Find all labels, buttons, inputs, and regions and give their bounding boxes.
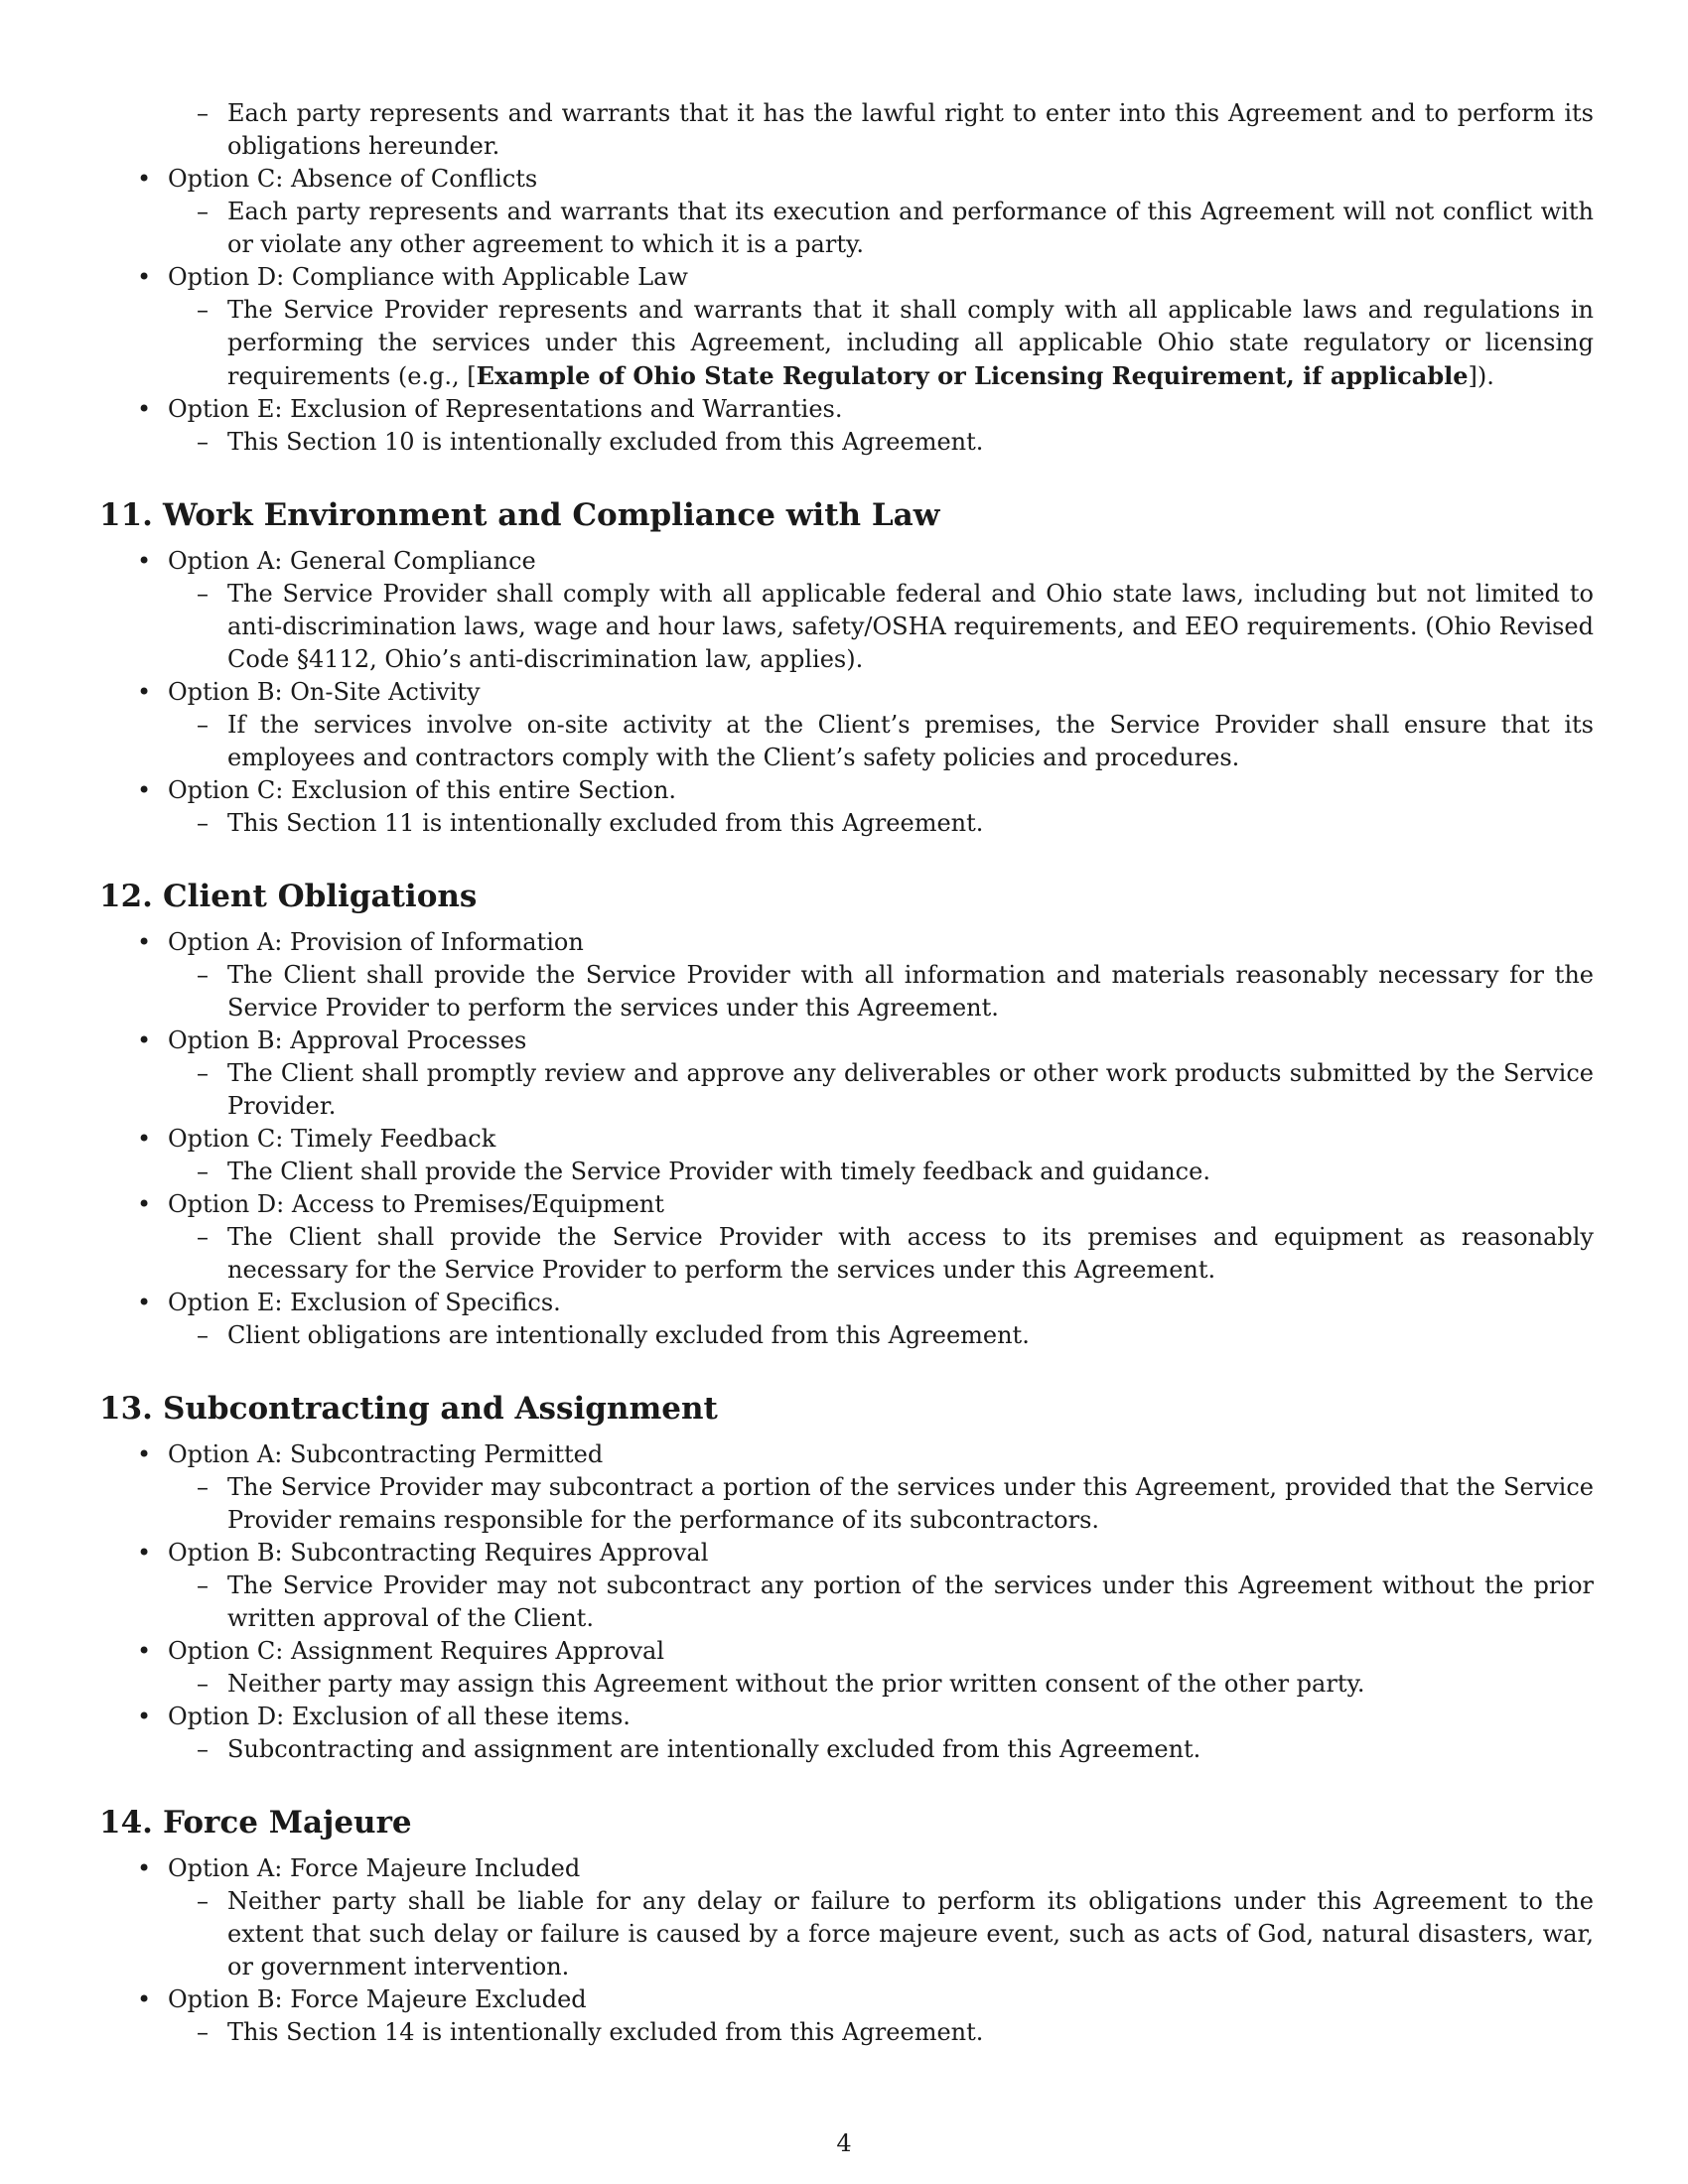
section-number: 14.: [99, 1805, 153, 1841]
option-item: [99, 1537, 1594, 1635]
option-item: [99, 1123, 1594, 1188]
bullet-marker: •: [137, 1703, 152, 1730]
continued-option-list: [99, 163, 1594, 459]
option-item: [99, 774, 1594, 840]
sub-text: The Service Provider may subcontract a portion of the services under this Agreement, provided that the Service Provider remains responsible for the performance of its subcontractors.: [227, 1473, 1594, 1534]
section-heading: [99, 1803, 1594, 1843]
sub-text-a: The Service Provider represents and warrants that it shall comply with all applicable laws and regulations in performing the services under this Agreement, including all applicable Ohio state regulatory or licensing requirements (e.g., [: [227, 296, 1594, 390]
sub-text: The Client shall provide the Service Provider with access to its premises and equipment as reasonably necessary for the Service Provider to perform the services under this Agreement.: [227, 1223, 1594, 1284]
option-item: [99, 1701, 1594, 1766]
continued-sub-list: [99, 97, 1594, 163]
sub-item: [99, 1668, 1594, 1701]
bullet-marker: •: [137, 1125, 152, 1153]
sub-item: [99, 1733, 1594, 1766]
bullet-marker: •: [137, 1289, 152, 1316]
option-label: Option C: Absence of Conflicts: [168, 165, 538, 193]
option-label: Option D: Compliance with Applicable Law: [168, 263, 688, 291]
sub-text: The Service Provider shall comply with all applicable federal and Ohio state laws, including but not limited to anti-discrimination laws, wage and hour laws, safety/OSHA requirements, and EEO requirements. (Ohio Revised Code §4112, Ohio’s anti-discrimination law, applies).: [227, 580, 1594, 673]
sub-text-b: ]).: [1468, 362, 1494, 390]
sub-text: This Section 14 is intentionally excluded from this Agreement.: [227, 2018, 984, 2046]
sub-item: [99, 709, 1594, 774]
sub-item: [99, 426, 1594, 459]
dash-marker: –: [197, 809, 209, 837]
sub-item: [99, 1570, 1594, 1635]
option-list: [99, 545, 1594, 840]
sub-item: [99, 2016, 1594, 2049]
sub-text: The Service Provider may not subcontract any portion of the services under this Agreement without the prior written approval of the Client.: [227, 1571, 1594, 1632]
bullet-marker: •: [137, 1539, 152, 1567]
dash-marker: –: [197, 1059, 209, 1087]
sub-item: [99, 196, 1594, 261]
dash-marker: –: [197, 99, 209, 127]
option-label: Option D: Exclusion of all these items.: [168, 1703, 631, 1730]
option-label: Option A: Provision of Information: [168, 928, 584, 956]
option-label: Option C: Exclusion of this entire Section.: [168, 776, 677, 804]
option-list: [99, 1438, 1594, 1766]
sub-item: [99, 578, 1594, 676]
option-label: Option A: Force Majeure Included: [168, 1854, 581, 1882]
bullet-marker: •: [137, 1440, 152, 1468]
section-heading: [99, 877, 1594, 916]
dash-marker: –: [197, 580, 209, 608]
bullet-marker: •: [137, 395, 152, 423]
option-item: [99, 163, 1594, 261]
option-item: [99, 926, 1594, 1024]
sub-text: Subcontracting and assignment are intentionally excluded from this Agreement.: [227, 1735, 1201, 1763]
sub-text: If the services involve on-site activity at the Client’s premises, the Service Provider shall ensure that its employees and contractors comply with the Client’s safety policies and procedures.: [227, 711, 1594, 771]
page-content: [99, 97, 1594, 2049]
bullet-marker: •: [137, 547, 152, 575]
option-item: [99, 1438, 1594, 1537]
option-item: [99, 393, 1594, 459]
option-item: [99, 1287, 1594, 1352]
sub-item: [99, 1885, 1594, 1983]
dash-marker: –: [197, 1670, 209, 1698]
option-item: [99, 1188, 1594, 1287]
section-heading: [99, 495, 1594, 535]
sub-text: The Client shall provide the Service Provider with all information and materials reasonably necessary for the Service Provider to perform the services under this Agreement.: [227, 961, 1594, 1022]
sub-text: This Section 11 is intentionally excluded from this Agreement.: [227, 809, 984, 837]
option-label: Option B: Approval Processes: [168, 1026, 527, 1054]
section-number: 11.: [99, 497, 153, 533]
sub-item: [99, 807, 1594, 840]
option-item: [99, 676, 1594, 774]
bullet-marker: •: [137, 678, 152, 706]
option-label: Option C: Assignment Requires Approval: [168, 1637, 665, 1665]
sub-text: This Section 10 is intentionally excluded from this Agreement.: [227, 428, 984, 456]
dash-marker: –: [197, 428, 209, 456]
sub-text: The Client shall promptly review and approve any deliverables or other work products submitted by the Service Provider.: [227, 1059, 1594, 1120]
bullet-marker: •: [137, 1985, 152, 2013]
option-label: Option A: General Compliance: [168, 547, 536, 575]
option-label: Option E: Exclusion of Specifics.: [168, 1289, 561, 1316]
dash-marker: –: [197, 198, 209, 225]
dash-marker: –: [197, 1571, 209, 1599]
dash-marker: –: [197, 1158, 209, 1185]
page-number: 4: [836, 2129, 852, 2157]
sub-text-bold: Example of Ohio State Regulatory or Licensing Requirement, if applicable: [476, 361, 1469, 390]
option-label: Option E: Exclusion of Representations and Warranties.: [168, 395, 843, 423]
dash-marker: –: [197, 1735, 209, 1763]
sub-item: [99, 1057, 1594, 1123]
dash-marker: –: [197, 2018, 209, 2046]
section-title: Subcontracting and Assignment: [163, 1391, 718, 1427]
section-heading: [99, 1389, 1594, 1429]
sub-text: Neither party shall be liable for any delay or failure to perform its obligations under this Agreement to the extent that such delay or failure is caused by a force majeure event, such as acts of God, natural disasters, war, or government intervention.: [227, 1887, 1594, 1980]
option-label: Option D: Access to Premises/Equipment: [168, 1190, 664, 1218]
sub-text: The Client shall provide the Service Provider with timely feedback and guidance.: [227, 1158, 1210, 1185]
option-item: [99, 1983, 1594, 2049]
section-number: 13.: [99, 1391, 153, 1427]
sub-text: Each party represents and warrants that it has the lawful right to enter into this Agreement and to perform its obligations hereunder.: [227, 99, 1594, 160]
option-label: Option C: Timely Feedback: [168, 1125, 496, 1153]
option-item: [99, 1024, 1594, 1123]
sub-item: [99, 1156, 1594, 1188]
dash-marker: –: [197, 961, 209, 989]
bullet-marker: •: [137, 1026, 152, 1054]
bullet-marker: •: [137, 165, 152, 193]
dash-marker: –: [197, 1223, 209, 1251]
bullet-marker: •: [137, 1637, 152, 1665]
sub-item: [99, 1319, 1594, 1352]
option-item: [99, 545, 1594, 676]
sub-text: Neither party may assign this Agreement without the prior written consent of the other party.: [227, 1670, 1365, 1698]
option-list: [99, 926, 1594, 1352]
bullet-marker: •: [137, 1854, 152, 1882]
sub-item: [99, 1471, 1594, 1537]
option-label: Option B: Force Majeure Excluded: [168, 1985, 587, 2013]
section-number: 12.: [99, 879, 153, 914]
dash-marker: –: [197, 1887, 209, 1915]
option-item: [99, 1635, 1594, 1701]
bullet-marker: •: [137, 776, 152, 804]
dash-marker: –: [197, 711, 209, 739]
option-label: Option A: Subcontracting Permitted: [168, 1440, 604, 1468]
section-title: Force Majeure: [163, 1805, 412, 1841]
bullet-marker: •: [137, 928, 152, 956]
option-item: [99, 261, 1594, 393]
dash-marker: –: [197, 296, 209, 324]
dash-marker: –: [197, 1321, 209, 1349]
sub-item: [99, 1221, 1594, 1287]
option-item: [99, 1852, 1594, 1983]
sub-text: Client obligations are intentionally excluded from this Agreement.: [227, 1321, 1030, 1349]
section-title: Client Obligations: [163, 879, 478, 914]
sub-item: [99, 294, 1594, 393]
dash-marker: –: [197, 1473, 209, 1501]
sub-text: Each party represents and warrants that its execution and performance of this Agreement will not conflict with or violate any other agreement to which it is a party.: [227, 198, 1594, 258]
bullet-marker: •: [137, 263, 152, 291]
sub-item: [99, 959, 1594, 1024]
sub-item: [99, 97, 1594, 163]
bullet-marker: •: [137, 1190, 152, 1218]
section-title: Work Environment and Compliance with Law: [163, 497, 940, 533]
option-label: Option B: On-Site Activity: [168, 678, 481, 706]
option-list: [99, 1852, 1594, 2049]
option-label: Option B: Subcontracting Requires Approval: [168, 1539, 709, 1567]
